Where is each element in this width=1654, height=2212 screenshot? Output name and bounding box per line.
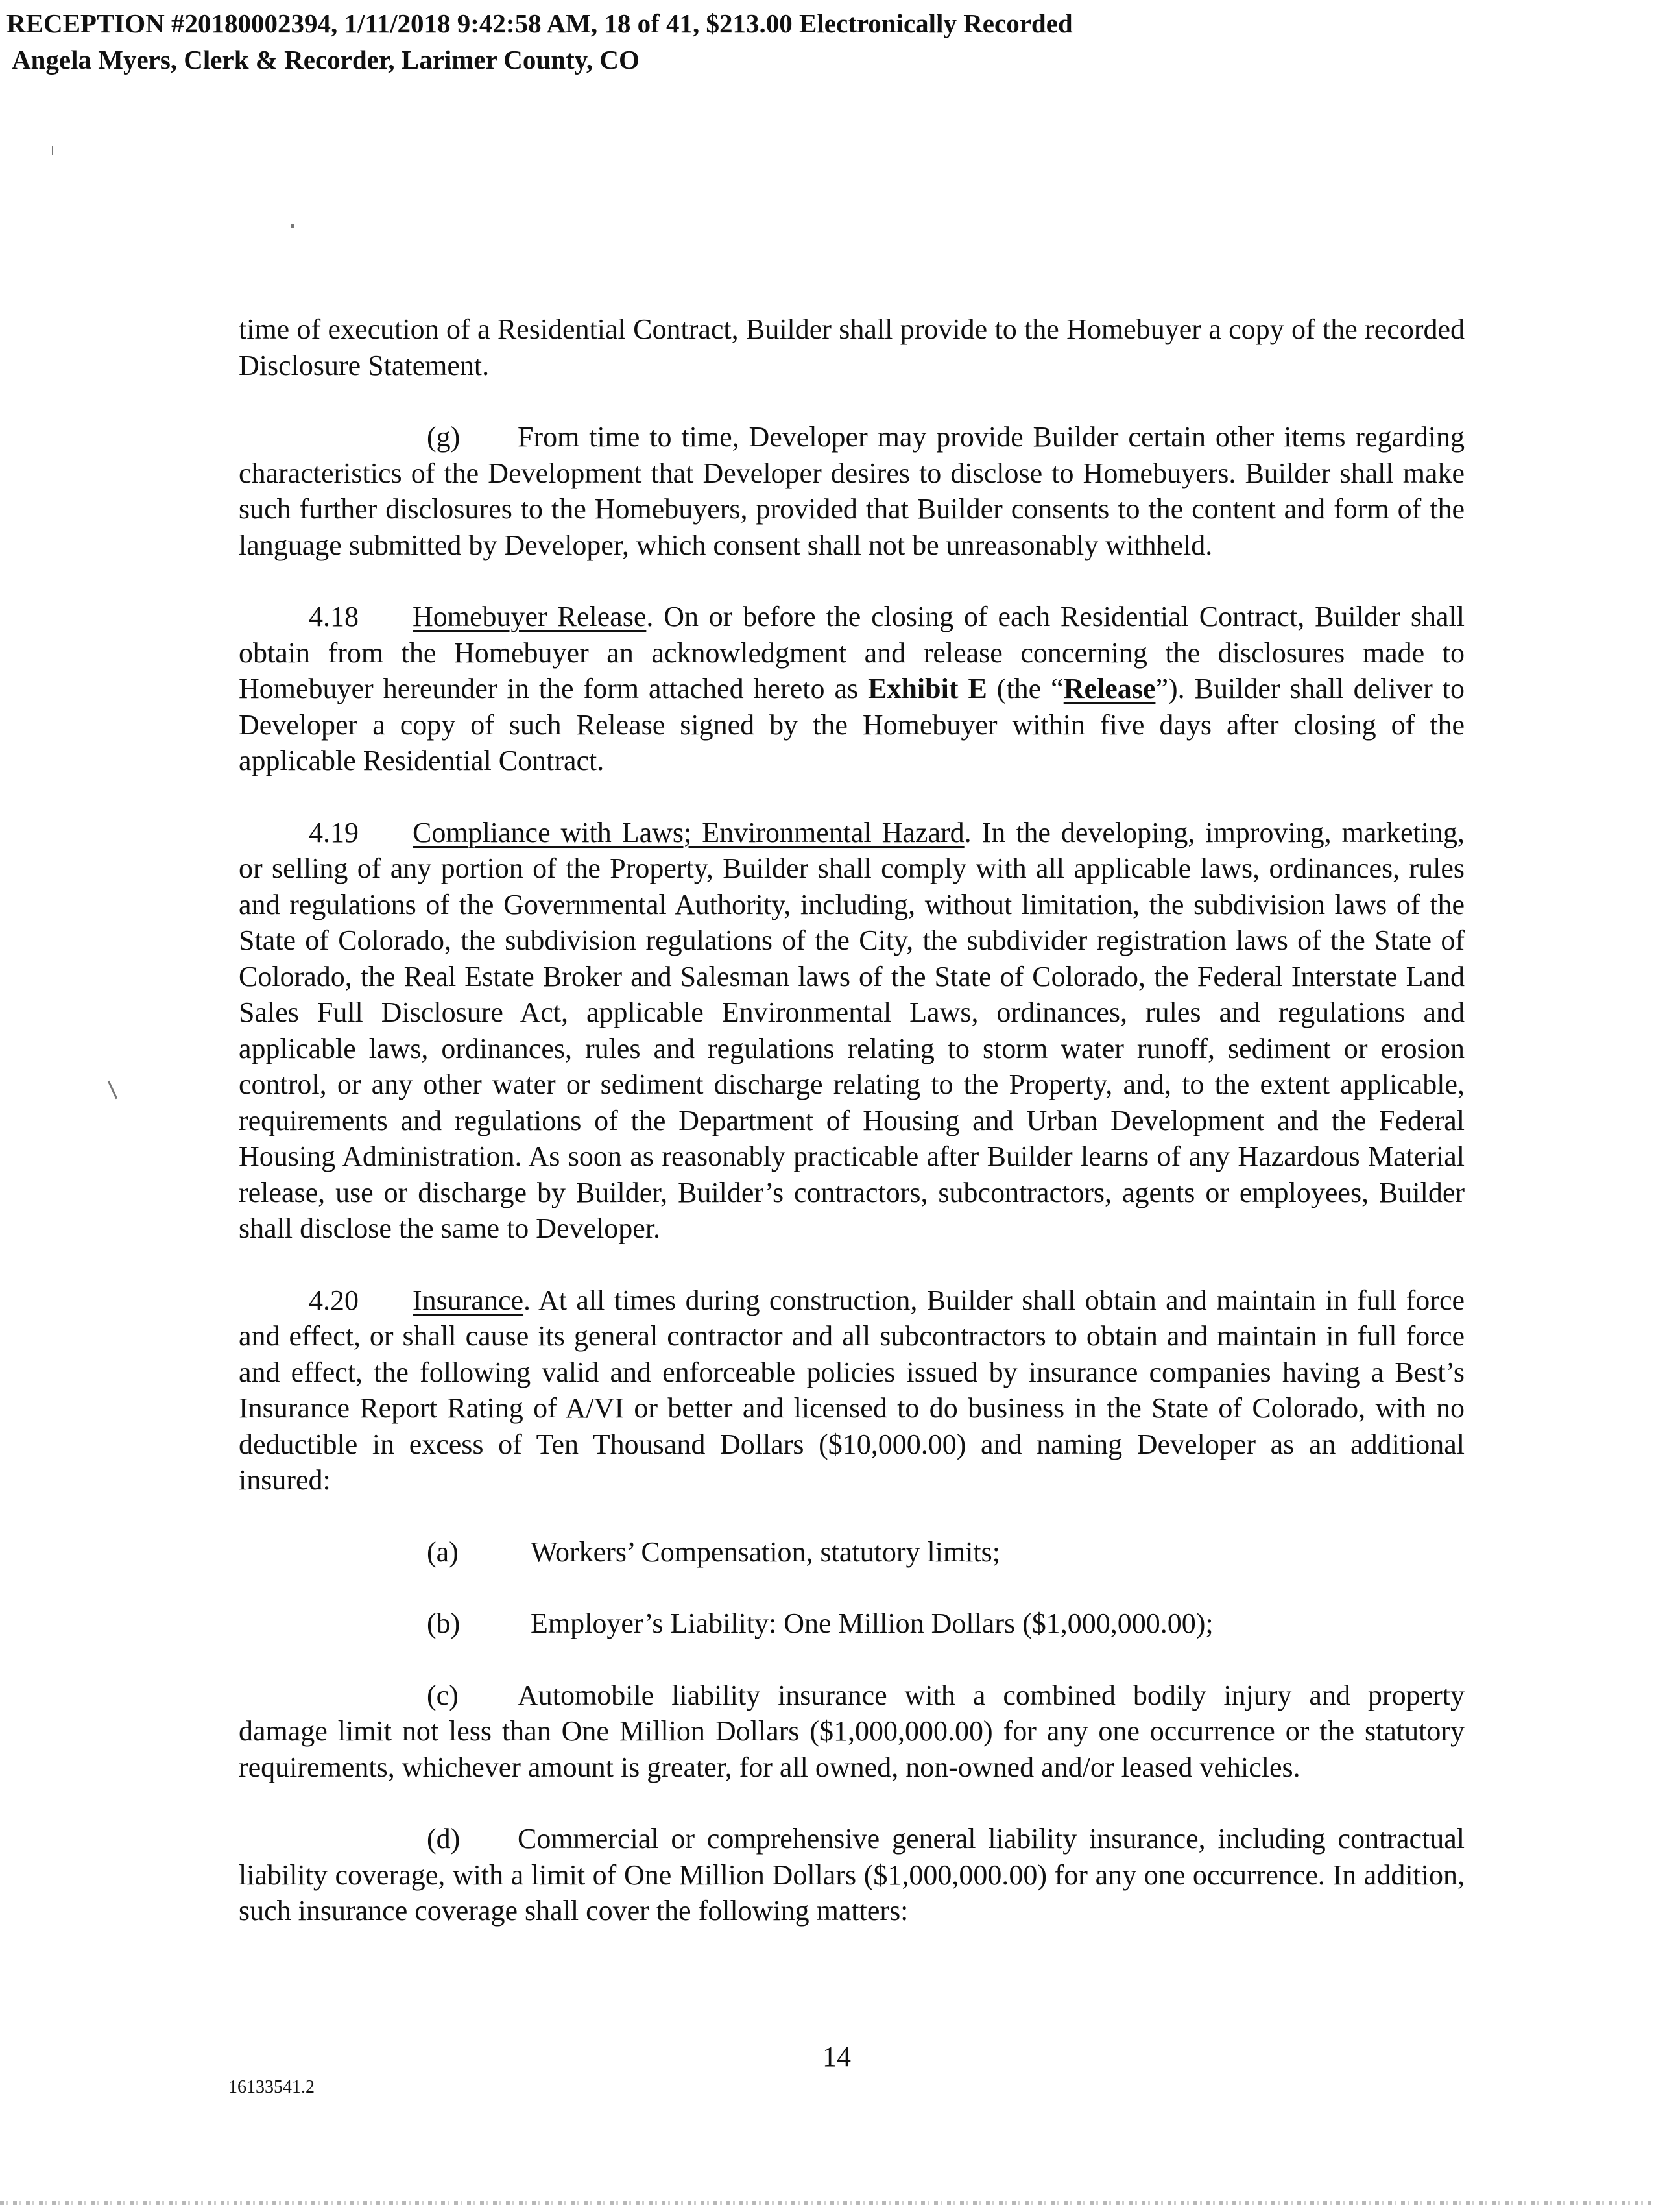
section-text: . In the developing, improving, marketing, or selling of any portion of the Property, Builder shall comply with all applicable laws, ordinances, rules and regulations of the Governmental Authority, including, without limitation, the subdivision laws of the State of Colorado, the subdivision regulations of the City, the subdivider registration laws of the State of Colorado, the Real Estate Broker and Salesman laws of the State of Colorado, the Federal Interstate Land Sales Full Disclosure Act, applicable Environmental Laws, ordinances, rules and regulations and applicable laws, ordinances, rules and regulations relating to storm water runoff, sediment or erosion control, or any other water or sediment discharge relating to the Property, and, to the extent applicable, requirements and regulations of the Department of Housing and Urban Development and the Federal Housing Administration. As soon as reasonably practicable after Builder learns of any Hazardous Material release, use or discharge by Builder, Builder’s contractors, subcontractors, agents or employees, Builder shall disclose the same to Developer. — [239, 816, 1465, 1244]
list-item-c — [239, 1677, 1465, 1786]
section-text: . At all times during construction, Builder shall obtain and maintain in full force and effect, or shall cause its general contractor and all subcontractors to obtain and maintain in full force and effect, the following valid and enforceable policies issued by insurance companies having a Best’s Insurance Report Rating of A/VI or better and licensed to do business in the State of Colorado, with no deductible in excess of Ten Thousand Dollars ($10,000.00) and naming Developer as an additional insured: — [239, 1284, 1465, 1496]
section-4-19 — [239, 815, 1465, 1247]
section-number: 4.18 — [309, 601, 359, 632]
item-text: Workers’ Compensation, statutory limits; — [531, 1535, 1001, 1568]
paragraph-text: From time to time, Developer may provide Builder certain other items regarding characteristics of the Development that Developer desires to disclose to Homebuyers. Builder shall make such further disclosures to the Homebuyers, provided that Builder consents to the content and form of the language submitted by Developer, which consent shall not be unreasonably withheld. — [239, 421, 1465, 561]
exhibit-reference: Exhibit E — [868, 673, 987, 704]
page-number: 14 — [822, 2041, 851, 2073]
scan-edge-artifact — [0, 2201, 1654, 2205]
clerk-line: Angela Myers, Clerk & Recorder, Larimer County, CO — [12, 45, 640, 75]
document-body — [239, 311, 1465, 1965]
item-text: Automobile liability insurance with a combined bodily injury and property damage limit not less than One Million Dollars ($1,000,000.00) for any one occurrence or the statutory requirements, whichever amount is greater, for all owned, non-owned and/or leased vehicles. — [239, 1679, 1465, 1783]
recording-line: RECEPTION #20180002394, 1/11/2018 9:42:58 AM, 18 of 41, $213.00 Electronically Recorded — [6, 8, 1073, 38]
section-title: Compliance with Laws; Environmental Hazard — [413, 816, 965, 848]
section-number: 4.19 — [309, 816, 359, 848]
item-text: Employer’s Liability: One Million Dollars ($1,000,000.00); — [531, 1607, 1214, 1639]
item-label: (d) — [427, 1823, 461, 1855]
scan-speck — [108, 1081, 117, 1099]
list-item-d — [239, 1821, 1465, 1929]
item-label: (g) — [427, 421, 461, 453]
item-label: (a) — [427, 1535, 459, 1568]
item-label: (c) — [427, 1679, 459, 1711]
section-text: ”). Builder shall deliver to Developer a copy of such Release signed by the Homebuyer within five days after closing of the applicable Residential Contract. — [239, 673, 1465, 776]
section-4-20 — [239, 1282, 1465, 1498]
recording-stamp — [6, 5, 1073, 78]
scan-speck — [291, 224, 294, 228]
section-4-18 — [239, 599, 1465, 779]
section-text: . On or before the closing of each Residential Contract, Builder shall obtain from the Homebuyer an acknowledgment and release concerning the disclosures made to Homebuyer hereunder in the form attached hereto as — [239, 601, 1465, 704]
list-item-b — [239, 1605, 1465, 1642]
section-number: 4.20 — [309, 1284, 359, 1316]
list-item-a — [239, 1534, 1465, 1570]
document-id: 16133541.2 — [228, 2077, 315, 2097]
paragraph-g — [239, 419, 1465, 563]
section-text: (the “ — [987, 673, 1064, 704]
paragraph-text: time of execution of a Residential Contract, Builder shall provide to the Homebuyer a copy of the recorded Disclosure Statement. — [239, 313, 1465, 381]
section-title: Insurance — [413, 1284, 524, 1316]
item-label: (b) — [427, 1607, 461, 1639]
section-title: Homebuyer Release — [413, 601, 647, 632]
paragraph-continuation — [239, 311, 1465, 383]
defined-term: Release — [1063, 673, 1156, 704]
scan-speck — [52, 146, 53, 155]
item-text: Commercial or comprehensive general liability insurance, including contractual liability coverage, with a limit of One Million Dollars ($1,000,000.00) for any one occurrence. In addition, such insurance coverage shall cover the following matters: — [239, 1823, 1465, 1927]
